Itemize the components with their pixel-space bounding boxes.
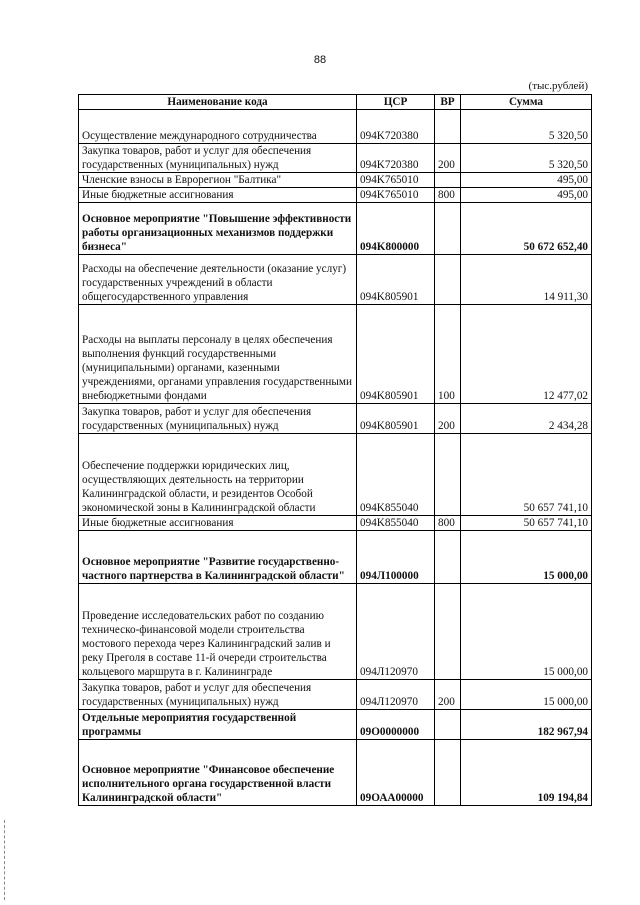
cell-name: Отдельные мероприятия государственной программы <box>79 710 357 740</box>
cell-sum: 5 320,50 <box>461 144 592 173</box>
cell-vr <box>435 255 461 305</box>
cell-csr: 094K720380 <box>357 110 435 144</box>
header-sum: Сумма <box>461 95 592 110</box>
cell-sum: 495,00 <box>461 188 592 203</box>
cell-sum: 2 434,28 <box>461 404 592 434</box>
cell-vr: 800 <box>435 516 461 531</box>
cell-name: Осуществление международного сотрудничества <box>79 110 357 144</box>
units-label: (тыс.рублей) <box>528 80 588 92</box>
page-number: 88 <box>313 54 327 66</box>
cell-csr: 094K805901 <box>357 404 435 434</box>
table-row <box>79 740 592 806</box>
cell-sum: 12 477,02 <box>461 305 592 404</box>
cell-csr: 09ОАА00000 <box>357 740 435 806</box>
cell-sum: 15 000,00 <box>461 531 592 584</box>
scan-margin-mark <box>4 820 6 900</box>
cell-vr: 100 <box>435 305 461 404</box>
budget-table <box>78 94 592 806</box>
cell-name: Закупка товаров, работ и услуг для обеспечения государственных (муниципальных) нужд <box>79 404 357 434</box>
table-row <box>79 434 592 516</box>
cell-vr <box>435 203 461 255</box>
table-row <box>79 305 592 404</box>
cell-name: Иные бюджетные ассигнования <box>79 516 357 531</box>
cell-vr <box>435 173 461 188</box>
header-name: Наименование кода <box>79 95 357 110</box>
cell-csr: 094K855040 <box>357 434 435 516</box>
table-row <box>79 516 592 531</box>
table-row <box>79 531 592 584</box>
table-row <box>79 188 592 203</box>
cell-sum: 15 000,00 <box>461 584 592 680</box>
cell-sum: 50 657 741,10 <box>461 434 592 516</box>
header-csr: ЦСР <box>357 95 435 110</box>
cell-vr <box>435 740 461 806</box>
cell-name: Закупка товаров, работ и услуг для обеспечения государственных (муниципальных) нужд <box>79 144 357 173</box>
cell-csr: 094Л120970 <box>357 584 435 680</box>
cell-vr: 200 <box>435 404 461 434</box>
cell-name: Закупка товаров, работ и услуг для обеспечения государственных (муниципальных) нужд <box>79 680 357 710</box>
cell-name: Основное мероприятие "Развитие государственно-частного партнерства в Калининградской области" <box>79 531 357 584</box>
cell-vr <box>435 434 461 516</box>
cell-sum: 14 911,30 <box>461 255 592 305</box>
cell-sum: 15 000,00 <box>461 680 592 710</box>
cell-csr: 094K805901 <box>357 305 435 404</box>
cell-sum: 5 320,50 <box>461 110 592 144</box>
cell-name: Расходы на обеспечение деятельности (оказание услуг) государственных учреждений в области общегосударственного управления <box>79 255 357 305</box>
cell-sum: 50 657 741,10 <box>461 516 592 531</box>
table-header-row <box>79 95 592 110</box>
cell-csr: 094K855040 <box>357 516 435 531</box>
header-vr: ВР <box>435 95 461 110</box>
cell-vr <box>435 710 461 740</box>
cell-csr: 094K720380 <box>357 144 435 173</box>
cell-name: Обеспечение поддержки юридических лиц, осуществляющих деятельность на территории Калининградской области, и резидентов Особой экономической зоны в Калининградской области <box>79 434 357 516</box>
table-row <box>79 173 592 188</box>
cell-name: Расходы на выплаты персоналу в целях обеспечения выполнения функций государственными (муниципальными) органами, казенными учреждениями, органами управления государственными внебюджетными фондами <box>79 305 357 404</box>
cell-csr: 094Л120970 <box>357 680 435 710</box>
cell-vr <box>435 531 461 584</box>
table-row <box>79 110 592 144</box>
cell-name: Основное мероприятие "Повышение эффективности работы организационных механизмов поддержки бизнеса" <box>79 203 357 255</box>
cell-csr: 094Л100000 <box>357 531 435 584</box>
table-row <box>79 203 592 255</box>
cell-sum: 109 194,84 <box>461 740 592 806</box>
cell-name: Иные бюджетные ассигнования <box>79 188 357 203</box>
cell-csr: 094K800000 <box>357 203 435 255</box>
cell-name: Членские взносы в Еврорегион "Балтика" <box>79 173 357 188</box>
cell-sum: 50 672 652,40 <box>461 203 592 255</box>
cell-vr: 200 <box>435 144 461 173</box>
table-row <box>79 710 592 740</box>
cell-vr <box>435 584 461 680</box>
cell-vr: 200 <box>435 680 461 710</box>
table-row <box>79 680 592 710</box>
table-row <box>79 144 592 173</box>
cell-sum: 182 967,94 <box>461 710 592 740</box>
table-row <box>79 584 592 680</box>
cell-csr: 094K765010 <box>357 188 435 203</box>
cell-sum: 495,00 <box>461 173 592 188</box>
cell-vr: 800 <box>435 188 461 203</box>
cell-vr <box>435 110 461 144</box>
cell-name: Основное мероприятие "Финансовое обеспечение исполнительного органа государственной власти Калининградской области" <box>79 740 357 806</box>
cell-csr: 094K805901 <box>357 255 435 305</box>
cell-csr: 094K765010 <box>357 173 435 188</box>
table-row <box>79 404 592 434</box>
cell-csr: 09О0000000 <box>357 710 435 740</box>
table-row <box>79 255 592 305</box>
cell-name: Проведение исследовательских работ по созданию техническо-финансовой модели строительства мостового перехода через Калининградский залив и реку Преголя в составе 11-й очереди строительства кольцевого маршрута в г. Калининграде <box>79 584 357 680</box>
